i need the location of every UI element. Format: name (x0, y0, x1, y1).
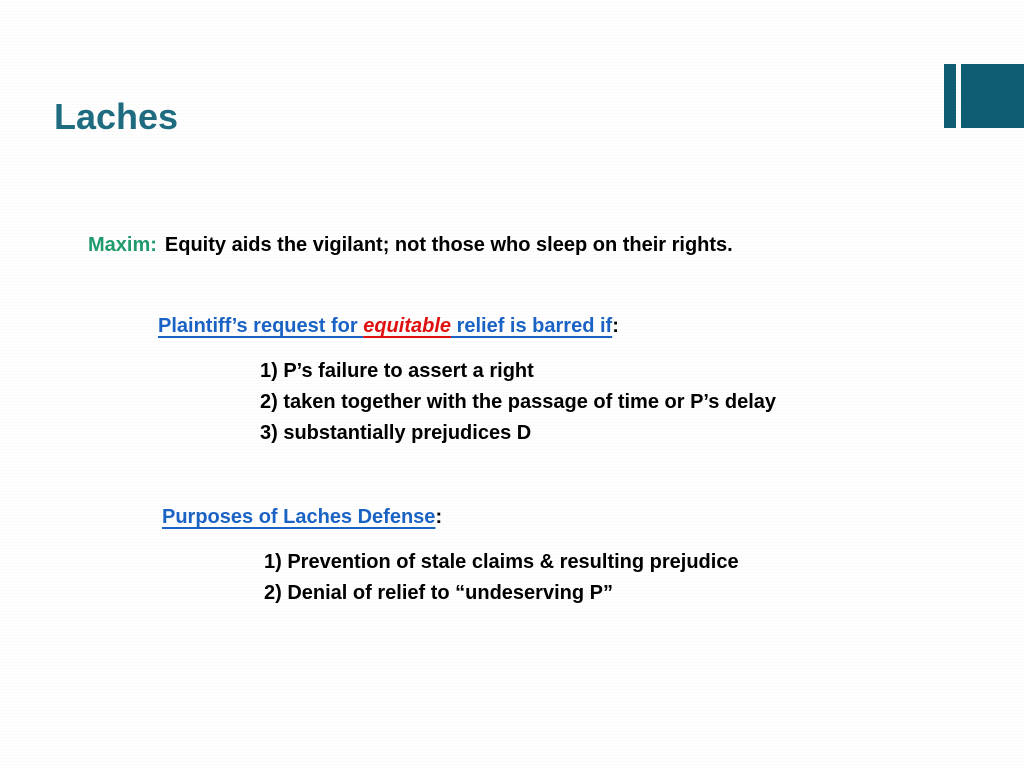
barred-if-heading-colon: : (612, 315, 619, 337)
maxim-label: Maxim: (88, 234, 157, 256)
list-item: 1) Prevention of stale claims & resulting prejudice (264, 551, 739, 573)
list-item: 2) Denial of relief to “undeserving P” (264, 582, 613, 604)
slide-logo-bars-icon (944, 64, 1024, 128)
purposes-heading-colon: : (435, 506, 443, 528)
barred-if-heading (158, 312, 619, 340)
logo-wide-block (961, 64, 1024, 128)
barred-if-heading-part1: Plaintiff’s request for (158, 315, 364, 337)
list-item: 3) substantially prejudices D (260, 422, 532, 444)
list-item: 1) P’s failure to assert a right (260, 360, 534, 382)
slide-title: Laches (54, 96, 179, 137)
logo-thin-bar (944, 64, 956, 128)
laches-elements-list (260, 357, 776, 450)
purposes-heading (162, 503, 442, 531)
list-item: 2) taken together with the passage of time or P’s delay (260, 391, 777, 413)
barred-if-heading-part2: relief is barred if (451, 315, 613, 337)
maxim-text: Equity aids the vigilant; not those who sleep on their rights. (164, 234, 733, 256)
equitable-emphasis: equitable (363, 315, 452, 337)
maxim-line (88, 231, 733, 259)
laches-purposes-list (264, 548, 739, 610)
purposes-heading-text: Purposes of Laches Defense (162, 506, 436, 528)
